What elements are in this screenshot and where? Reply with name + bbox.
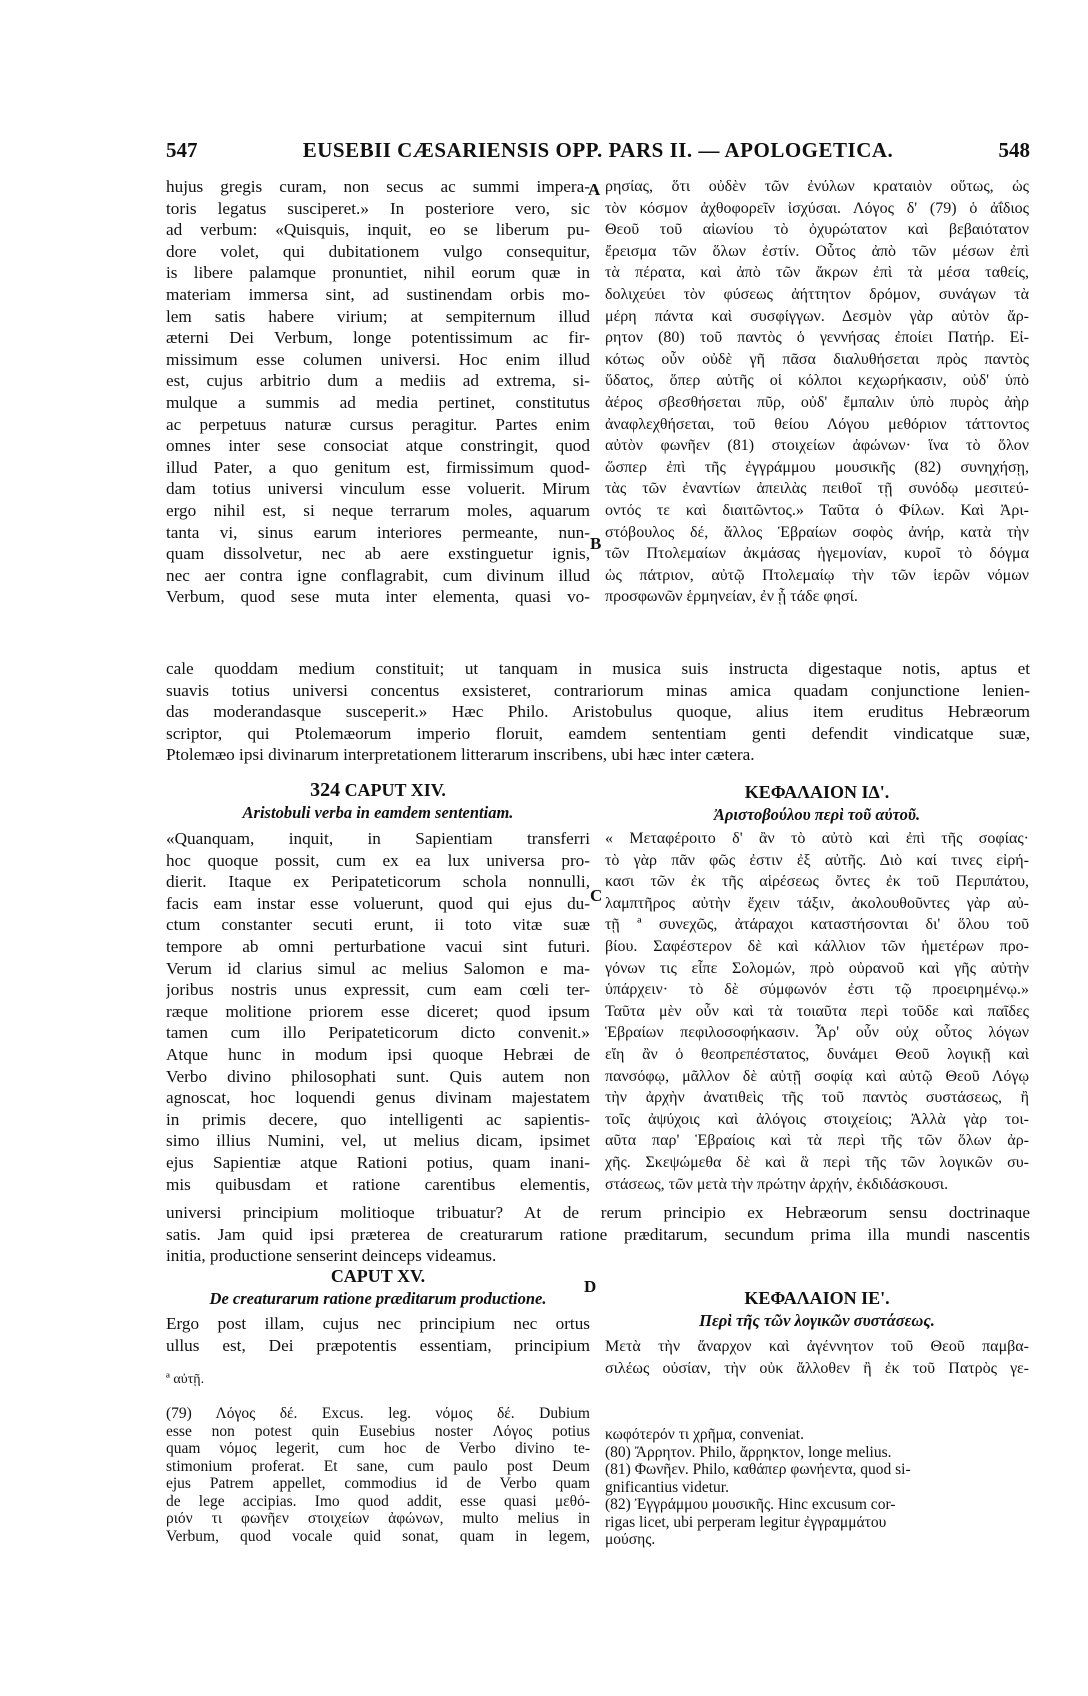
text-line: κασι τῶν ἐκ τῆς αἱρέσεως ὄντες ἐκ τοῦ Περιπάτου, [605, 873, 1029, 891]
text-line: Verbo divino philosophati sunt. Quis autem non [166, 1066, 590, 1086]
kephalaion-ie-greek-heading [605, 1288, 1029, 1331]
text-line: nec aer contra igne conflagrabit, cum divinum illud [166, 565, 590, 585]
text-line: initia, productione senserint deinceps videamus. [166, 1246, 497, 1266]
text-line: ὑπάρχειν· τὸ δὲ σύμφωνόν ἐστι τῷ προειρημένῳ.» [605, 981, 1029, 999]
text-line: facis eam instar esse voluerunt, quod qui ejus du- [166, 893, 590, 913]
text-line: hujus gregis curam, non secus ac summi impera- [166, 177, 590, 196]
caput-xv-title: CAPUT XV. [330, 1266, 426, 1286]
text-line: ρητον (80) τοῦ παντὸς ὁ γεννήσας ἐποίει Πατήρ. Εἰ- [605, 329, 1029, 347]
text-line: Θεοῦ τοῦ αἰωνίου τὸ ὀχυρώτατον καὶ βεβαιότατον [605, 221, 1029, 239]
text-line: Ταῦτα μὲν οὖν καὶ τὰ τοιαῦτα περὶ τοῦδε καὶ παῖδες [605, 1002, 1029, 1020]
running-title: EUSEBII CÆSARIENSIS OPP. PARS II. — APOLOGETICA. [302, 138, 894, 162]
text-line: Ergo post illam, cujus nec principium nec ortus [166, 1314, 590, 1333]
text-line: τῇ ª συνεχῶς, ἀτάραχοι καταστήσονται δι' ὅλου τοῦ [605, 916, 1029, 934]
text-line: is libere palamque pronuntiet, nihil eorum quæ in [166, 263, 590, 283]
text-line: illud Pater, a quo genitum est, firmissimum quod- [166, 457, 590, 477]
text-line: σιλέως οὐσίαν, τὴν οὐκ ἄλλοθεν ἢ ἐκ τοῦ Πατρὸς γε- [605, 1359, 1029, 1377]
text-line: (82) Ἐγγράμμου μουσικῆς. Hinc excusum cor- [605, 1496, 896, 1513]
text-line: mis quibusdam et ratione carentibus elementis, [166, 1174, 590, 1194]
text-line: ullus est, Dei præpotentis essentiam, principium [166, 1335, 590, 1355]
text-line: das moderandasque susceperit.» Hæc Philo. Aristobulus quoque, alius item eruditus Hebræorum [166, 702, 1030, 722]
text-line: dam totius universi vinculum esse voluerit. Mirum [166, 479, 590, 499]
text-line: hoc quoque possit, cum ex ea lux universa pro- [166, 850, 590, 870]
kephalaion-ie-subtitle: Περὶ τῆς τῶν λογικῶν συστάσεως. [699, 1310, 935, 1330]
text-line: materiam immersa sint, ad sustinendam orbis mo- [166, 284, 590, 304]
text-line: χῆς. Σκεψώμεθα δὲ καὶ ἃ περὶ τῆς τῶν λογικῶν συ- [605, 1153, 1029, 1171]
text-line: Μετὰ τὴν ἄναρχον καὶ ἀγέννητον τοῦ Θεοῦ παμβα- [605, 1338, 1029, 1355]
text-line: dore volet, qui dubitationem vulgo consequitur, [166, 241, 590, 261]
margin-letter-d: D [584, 1277, 597, 1296]
text-line: μούσης. [605, 1531, 656, 1548]
text-line: rigas licet, ubi perperam legitur ἐγγραμμάτου [605, 1513, 887, 1531]
text-line: αὐτὸν φωνῆεν (81) στοιχείων ἀφώνων· ἵνα τὸ ὅλον [605, 437, 1029, 455]
text-line: simo illius Numini, vel, ut melius dicam, ipsimet [166, 1131, 590, 1151]
text-line: mulque a summis ad media pertinet, constitutus [166, 392, 590, 412]
text-line: τὰ πέρατα, καὶ ἀπὸ τῶν ἄκρων ἐπὶ τὰ μέσα ταθείς, [605, 264, 1029, 282]
latin-full-width-2 [166, 1202, 1030, 1267]
running-header [166, 138, 1030, 168]
latin-column-mid [166, 828, 590, 1195]
text-line: Verum id clarius simul ac melius Salomon e ma- [166, 958, 590, 978]
text-line: γόνων τις εἶπε Σολομών, πρὸ οὐρανοῦ καὶ γῆς αὐτὴν [605, 959, 1029, 977]
text-line: Atque hunc in modum ipsi quoque Hebræi de [166, 1044, 590, 1064]
text-line: δολιχεύει τὸν φύσεως ἀήττητον δρόμον, συνάγων τὰ [605, 285, 1029, 303]
footnote-a-text: ª αὐτῇ. [166, 1372, 205, 1387]
text-line: tanta vi, sinus earum interiores permeante, nun- [166, 522, 590, 542]
text-line: ejus Patrem appellet, commodius id de Verbo quam [166, 1475, 590, 1492]
text-line: ἀναφλεχθήσεται, τοῦ θείου Λόγου μεθόριον τάττοντος [605, 415, 1029, 433]
text-line: ac perpetuus naturæ cursus peragitur. Partes enim [166, 414, 590, 434]
text-line: stimonium proferat. Et sane, cum paulo post Deum [166, 1457, 590, 1475]
text-line: τῶν Πτολεμαίων ἀκμάσας ἡγεμονίαν, κυροῖ τὸ δόγμα [605, 545, 1029, 563]
text-line: ergo nihil est, si neque terrarum moles, aquarum [166, 500, 590, 520]
text-line: τὸν κόσμον ἀχθοφορεῖν ἰσχύσαι. Λόγος δ' (79) ὁ ἀΐδιος [605, 199, 1029, 217]
kephalaion-ie-title: ΚΕΦΑΛΑΙΟΝ ΙΕ'. [744, 1288, 890, 1308]
text-line: λαμπτῆρος αὐτὴν ἔχειν τάξιν, ἀκολουθοῦντες γὰρ αὐ- [605, 894, 1029, 912]
page-number-right: 548 [998, 138, 1030, 162]
text-line: αῦτα παρ' Ἑβραίοις καὶ τὰ περὶ τῆς τῶν ὅλων ἀρ- [605, 1132, 1029, 1150]
text-line: quam dissolvetur, nec ab aere exstinguetur ignis, [166, 544, 590, 564]
text-line: ὥσπερ ἐπὶ τῆς ἐγγράμμου μουσικῆς (82) συνηχήσῃ, [605, 458, 1029, 476]
caput-xiv-subtitle: Aristobuli verba in eamdem sententiam. [242, 802, 514, 822]
text-line: ρησίας, ὅτι οὐδὲν τῶν ἐνύλων κραταιὸν οὕτως, ὡς [605, 178, 1029, 195]
kephalaion-id-greek-heading [605, 782, 1029, 825]
text-line: στόβουλος δέ, ἄλλος Ἑβραίων σοφὸς ἀνήρ, κατὰ τὴν [605, 523, 1029, 541]
notes-left-column [166, 1405, 590, 1545]
column-number: 324 [310, 780, 341, 801]
text-line: est, cujus arbitrio dum a mediis ad extrema, si- [166, 371, 590, 391]
text-line: (81) Φωνῆεν. Philo, καθάπερ φωνήεντα, quod si- [605, 1461, 911, 1478]
text-line: ad verbum: «Quisquis, inquit, eo se liberum pu- [166, 220, 590, 240]
caput-xiv-label: CAPUT XIV. [344, 780, 446, 800]
greek-column-bottom [605, 1336, 1029, 1379]
text-line: οντός τε καὶ διαιτῶντος.» Ταῦτα ὁ Φίλων. Καὶ Ἀρι- [605, 501, 1029, 519]
text-line: omnes inter sese consociat atque constringit, quod [166, 436, 590, 456]
text-line: κότως οὖν οὐδὲ γῆ πᾶσα διαλυθήσεται πρὸς παντὸς [605, 350, 1029, 368]
text-line: κωφότερόν τι χρῆμα, conveniat. [605, 1426, 804, 1443]
text-line: Verbum, quod vocale quid sonat, quam in legem, [166, 1527, 590, 1545]
text-line: τὸ γὰρ πᾶν φῶς ἐστιν ἐξ αὐτῆς. Διὸ καί τινες εἰρή- [605, 851, 1029, 869]
text-line: satis. Jam quid ipsi præterea de creaturarum ratione præditarum, secundum prima illa mundi nascentis [166, 1224, 1030, 1244]
page-number-left: 547 [166, 138, 198, 162]
text-line: (79) Λόγος δέ. Excus. leg. νόμος δέ. Dubium [166, 1405, 590, 1422]
kephalaion-id-title: ΚΕΦΑΛΑΙΟΝ ΙΔ'. [744, 782, 890, 802]
text-line: Ptolemæo ipsi divinarum interpretationem litterarum inscribens, ubi hæc inter cætera. [166, 745, 755, 765]
text-line: tempore ab omni perturbatione vacui sint futuri. [166, 936, 590, 956]
text-line: «Quanquam, inquit, in Sapientiam transferri [166, 829, 590, 848]
text-line: tamen cum illo Peripateticorum dicto convenit.» [166, 1023, 590, 1043]
text-line: de lege accipias. Imo quod addit, esse quasi μεθό- [166, 1492, 590, 1510]
margin-letter-c: C [590, 886, 603, 905]
latin-column-top [166, 176, 590, 608]
text-line: esse non potest quin Eusebius noster Λόγος potius [166, 1422, 590, 1440]
caput-xv-subtitle: De creaturarum ratione præditarum productione. [209, 1288, 547, 1308]
text-line: scriptor, qui Ptolemæorum imperio floruit, eamdem sententiam genti defendit vindicatque suæ, [166, 723, 1030, 743]
text-line: μέρη πάντα καὶ συσφίγγων. Δεσμὸν γὰρ αὐτὸν ἄρ- [605, 307, 1029, 325]
text-line: πανσόφῳ, μᾶλλον δὲ αὐτῇ σοφίᾳ καὶ αὐτῷ Θεοῦ Λόγῳ [605, 1067, 1029, 1085]
text-line: æterni Dei Verbum, longe potentissimum ac fir- [166, 328, 590, 348]
text-line: joribus nostris unus expressit, cum eam cœli ter- [166, 980, 590, 1000]
text-line: Ἑβραίων πεφιλοσοφήκασιν. Ἆρ' οὖν οὐχ οὗτος λόγων [605, 1024, 1029, 1042]
text-line: « Μεταφέροιτο δ' ἂν τὸ αὐτὸ καὶ ἐπὶ τῆς σοφίας· [605, 830, 1029, 847]
text-line: (80) Ἄρρητον. Philo, ἄρρηκτον, longe melius. [605, 1443, 892, 1461]
caput-xiv-latin-heading [166, 780, 590, 823]
latin-full-width-1 [166, 658, 1030, 766]
text-line: στάσεως, τῶν μετὰ τὴν πρώτην ἀρχήν, ἐκδιδάσκουσι. [605, 1175, 949, 1193]
text-line: universi principium molitioque tribuatur? At de rerum principio ex Hebræorum sensu doctrinaque [166, 1203, 1030, 1222]
text-line: gnificantius videtur. [605, 1478, 729, 1496]
greek-column-mid [605, 828, 1029, 1195]
text-line: Verbum, quod sese muta inter elementa, quasi vo- [166, 587, 590, 607]
text-line: dierit. Itaque ex Peripateticorum schola nonnulli, [166, 872, 590, 892]
text-line: εἴη ἂν ὁ θεοπρεπέστατος, δυνάμει Θεοῦ λογικῇ καὶ [605, 1045, 1029, 1063]
greek-column-top [605, 176, 1029, 608]
text-line: προσφωνῶν ἑρμηνείαν, ἐν ᾗ τάδε φησί. [605, 588, 858, 606]
margin-letter-a: A [588, 180, 601, 199]
text-line: ὡς πάτριον, αὐτῷ Πτολεμαίῳ τὴν τῶν ἱερῶν νόμων [605, 566, 1029, 584]
footnote-a [166, 1369, 590, 1391]
text-line: τὰς τῶν ἐναντίων ἀπειλὰς πειθοῖ τῇ συνόδῳ μεσιτεύ- [605, 480, 1029, 498]
text-line: ἔρεισμα τῶν ὅλων ἐστίν. Οὗτος ἀπὸ τῶν μέσων ἐπὶ [605, 242, 1029, 260]
text-line: agnoscat, hoc loquendi genus divinam majestatem [166, 1088, 590, 1108]
text-line: ριόν τι φωνῆεν στοιχείων ἀφώνων, multo melius in [166, 1510, 590, 1527]
text-line: quam νόμος legerit, cum hoc de Verbo divino te- [166, 1440, 590, 1457]
text-line: τοῖς ἀψύχοις καὶ ἀλόγοις στοιχείοις; Ἀλλὰ γὰρ τοι- [605, 1110, 1029, 1128]
text-line: βίου. Σαφέστερον δὲ καὶ κάλλιον τῶν ἡμετέρων προ- [605, 937, 1029, 955]
text-line: toris legatus susciperet.» In posteriore vero, sic [166, 198, 590, 218]
text-line: ræque molitione priorem esse diceret; quod ipsum [166, 1001, 590, 1021]
caput-xv-latin-heading [166, 1266, 590, 1309]
text-line: cale quoddam medium constituit; ut tanquam in musica suis instructa digestaque notis, aptus et [166, 659, 1030, 678]
text-line: ejus Sapientiæ atque Rationi potius, quam inani- [166, 1152, 590, 1172]
latin-column-bottom [166, 1313, 590, 1356]
text-line: τὴν ἀρχὴν ἀνατιθεὶς τῆς τοῦ παντὸς συστάσεως, ἢ [605, 1089, 1029, 1107]
caput-xiv-title [166, 780, 590, 802]
text-line: ctum constanter secuti erunt, ii toto vitæ suæ [166, 915, 590, 935]
text-line: lem satis habere virium; at sempiternum illud [166, 306, 590, 326]
margin-letter-b: B [590, 534, 602, 553]
notes-right-column [605, 1426, 1029, 1549]
text-line: in primis decere, quo intelligenti ac sapientis- [166, 1109, 590, 1129]
text-line: ὕδατος, ὅπερ αὐτῆς οἱ κόλποι κεχωρήκασιν, οὐδ' ὑπὸ [605, 372, 1029, 390]
text-line: missimum esse columen universi. Hoc enim illud [166, 349, 590, 369]
kephalaion-id-subtitle: Ἀριστοβούλου περὶ τοῦ αὐτοῦ. [713, 804, 921, 824]
text-line: suavis totius universi concentus exsisteret, contrariorum minas amica quadam conjunctione lenien- [166, 680, 1030, 700]
text-line: ἀέρος σβεσθήσεται πῦρ, οὐδ' ἔμπαλιν ὑπὸ πυρὸς ἀὴρ [605, 393, 1029, 411]
